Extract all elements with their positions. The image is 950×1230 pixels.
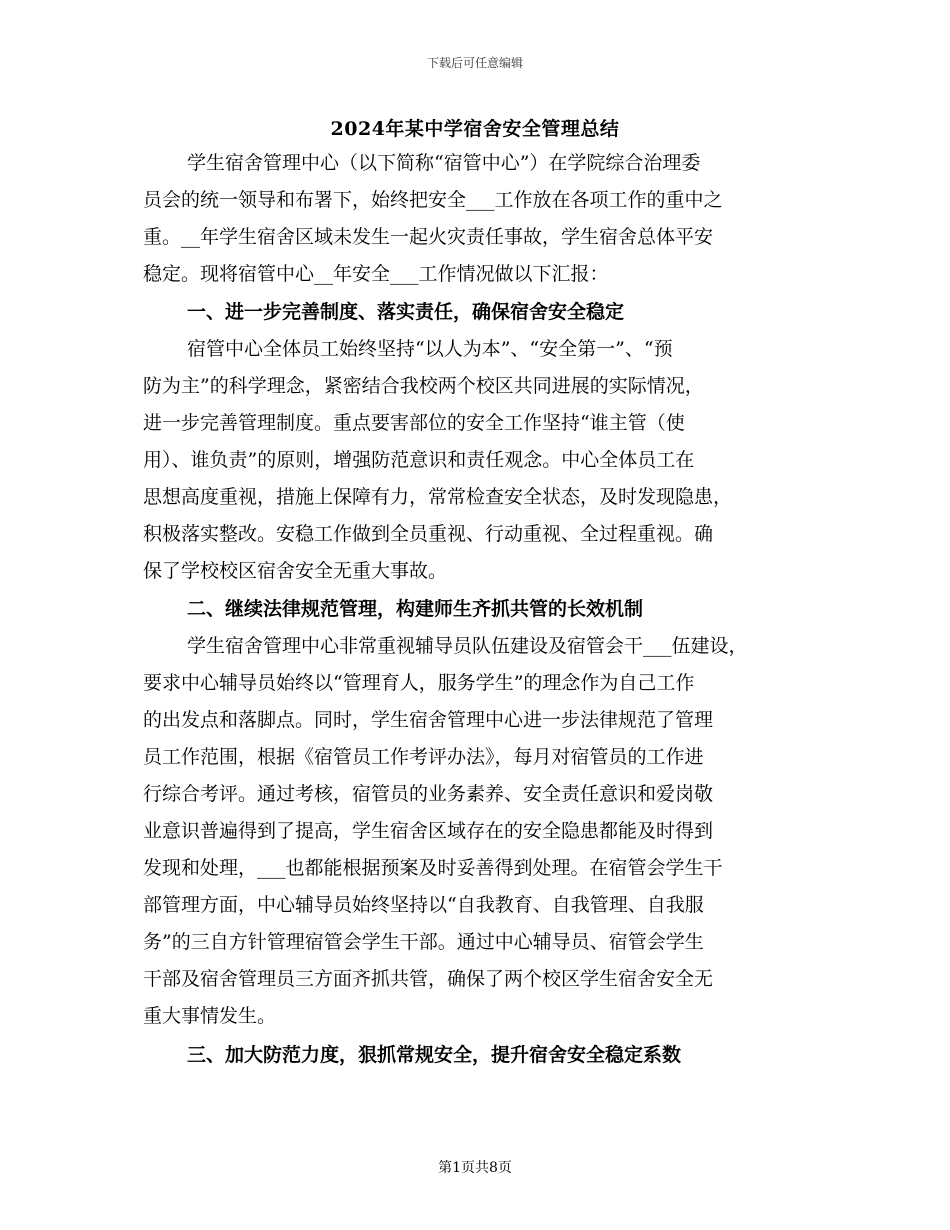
paragraph-line: 业意识普遍得到了提高，学生宿舍区域存在的安全隐患都能及时得到 [143, 820, 714, 842]
paragraph-line: 稳定。现将宿管中心__年安全___工作情况做以下汇报： [143, 263, 609, 285]
page-number-footer: 第1页共8页 [438, 1160, 512, 1176]
section-heading-2: 二、继续法律规范管理，构建师生齐抓共管的长效机制 [187, 598, 644, 620]
paragraph-line: 积极落实整改。安稳工作做到全员重视、行动重视、全过程重视。确 [143, 523, 714, 545]
paragraph-line: 干部及宿舍管理员三方面齐抓共管，确保了两个校区学生宿舍安全无 [143, 968, 714, 990]
paragraph-line: 保了学校校区宿舍安全无重大事故。 [143, 560, 448, 582]
paragraph-line: 防为主”的科学理念，紧密结合我校两个校区共同进展的实际情况， [143, 375, 704, 397]
page-header-note: 下载后可任意编辑 [426, 56, 523, 70]
paragraph-line: 重。__年学生宿舍区域未发生一起火灾责任事故，学生宿舍总体平安 [143, 226, 714, 248]
section-heading-3: 三、加大防范力度，狠抓常规安全，提升宿舍安全稳定系数 [187, 1044, 682, 1066]
paragraph-line: 宿管中心全体员工始终坚持“以人为本”、“安全第一”、“预 [187, 338, 673, 360]
section-heading-1: 一、进一步完善制度、落实责任，确保宿舍安全稳定 [187, 301, 625, 323]
paragraph-line: 务”的三自方针管理宿管会学生干部。通过中心辅导员、宿管会学生 [143, 931, 704, 953]
paragraph-line: 重大事情发生。 [143, 1005, 277, 1027]
paragraph-line: 学生宿舍管理中心非常重视辅导员队伍建设及宿管会干___伍建设， [187, 635, 748, 657]
paragraph-line: 员工作范围，根据《宿管员工作考评办法》，每月对宿管员的工作进 [143, 746, 704, 768]
paragraph-line: 学生宿舍管理中心（以下简称“宿管中心”）在学院综合治理委 [187, 152, 701, 174]
paragraph-line: 思想高度重视，措施上保障有力，常常检查安全状态，及时发现隐患， [143, 486, 733, 508]
paragraph-line: 要求中心辅导员始终以“管理育人，服务学生”的理念作为自己工作 [143, 672, 695, 694]
paragraph-line: 进一步完善管理制度。重点要害部位的安全工作坚持“谁主管（使 [143, 412, 685, 434]
paragraph-line: 行综合考评。通过考核，宿管员的业务素养、安全责任意识和爱岗敬 [143, 783, 714, 805]
paragraph-line: 的出发点和落脚点。同时，学生宿舍管理中心进一步法律规范了管理 [143, 709, 714, 731]
paragraph-line: 部管理方面，中心辅导员始终坚持以“自我教育、自我管理、自我服 [143, 894, 704, 916]
paragraph-line: 用）、谁负责”的原则，增强防范意识和责任观念。中心全体员工在 [143, 449, 695, 471]
paragraph-line: 员会的统一领导和布署下，始终把安全___工作放在各项工作的重中之 [143, 189, 723, 211]
document-title: 2024年某中学宿舍安全管理总结 [330, 118, 620, 140]
paragraph-line: 发现和处理，___也都能根据预案及时妥善得到处理。在宿管会学生干 [143, 857, 723, 879]
